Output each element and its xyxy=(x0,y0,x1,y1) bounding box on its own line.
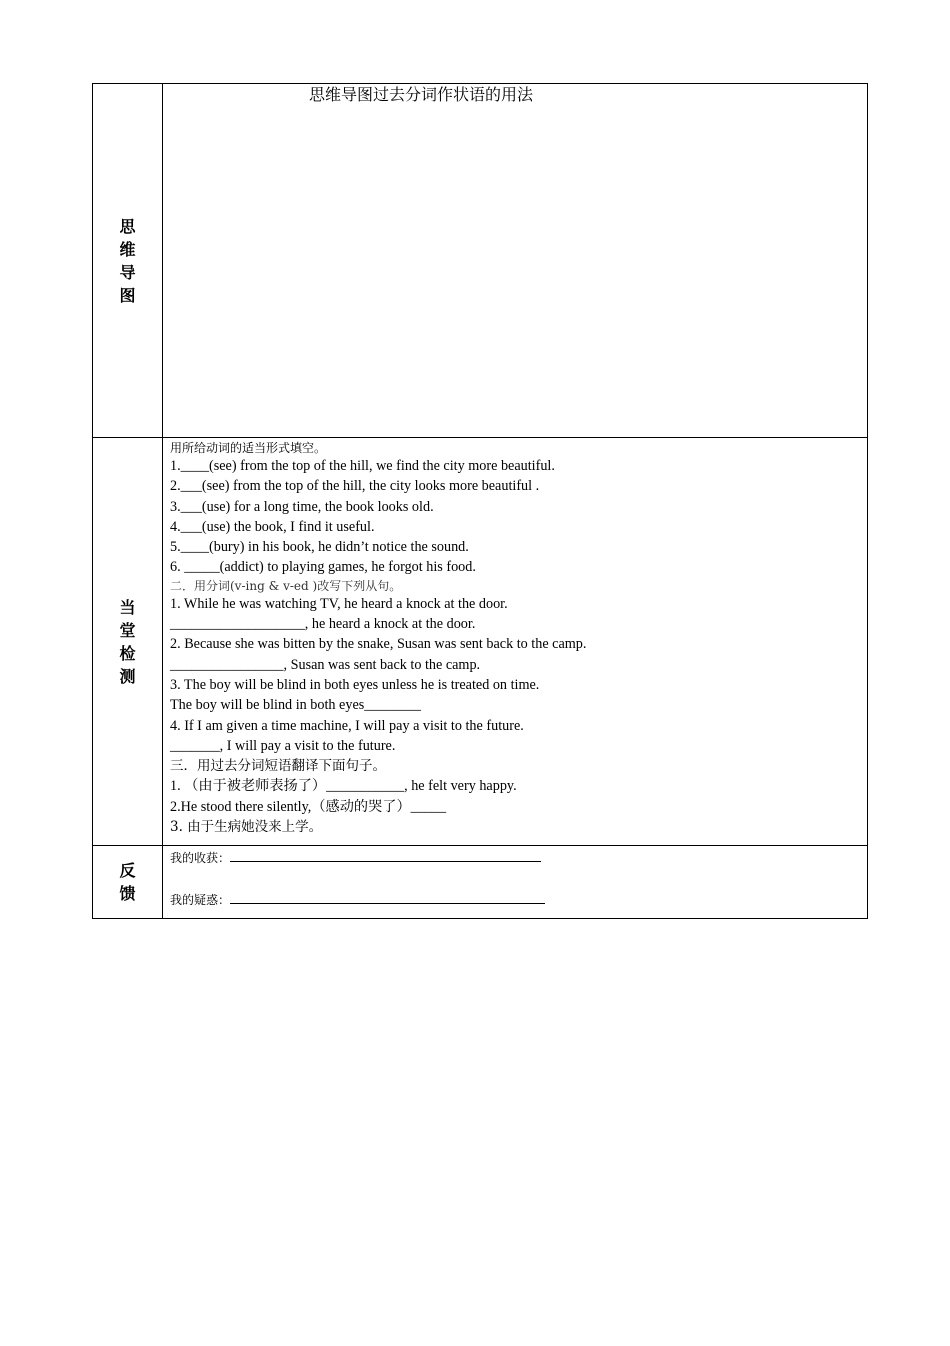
in-class-check-label: 当堂检测 xyxy=(119,597,136,686)
doubts-blank[interactable] xyxy=(230,891,545,904)
part1-heading: 用所给动词的适当形式填空。 xyxy=(170,441,327,455)
exercise-line: _______, I will pay a visit to the future. xyxy=(170,737,396,754)
feedback-row xyxy=(93,846,868,919)
exercise-line: 1. （由于被老师表扬了）___________, he felt very happy. xyxy=(170,778,517,795)
doubts-label: 我的疑惑： xyxy=(170,893,231,907)
exercise-line: 2. Because she was bitten by the snake, Susan was sent back to the camp. xyxy=(170,636,587,653)
exercise-line: The boy will be blind in both eyes________ xyxy=(170,697,422,714)
exercise-line: 2.___(see) from the top of the hill, the city looks more beautiful . xyxy=(170,478,540,495)
in-class-check-row xyxy=(93,438,868,846)
exercise-line: 1.____(see) from the top of the hill, we find the city more beautiful. xyxy=(170,458,555,474)
exercise-line: 5.____(bury) in his book, he didn’t notice the sound. xyxy=(170,539,469,556)
mind-map-label: 思维导图 xyxy=(119,216,136,305)
feedback-label-cell xyxy=(93,846,163,919)
mind-map-title: 思维导图过去分词作状语的用法 xyxy=(309,85,534,104)
exercise-line: ___________________, he heard a knock at the door. xyxy=(170,616,476,633)
gains-label: 我的收获： xyxy=(170,851,231,865)
feedback-label: 反馈 xyxy=(119,861,136,903)
part3-heading: 三．用过去分词短语翻译下面句子。 xyxy=(170,758,386,775)
gains-blank[interactable] xyxy=(230,849,541,862)
part2-heading: 二．用分词(v-ing & v-ed )改写下列从句。 xyxy=(170,578,402,593)
mind-map-row xyxy=(93,84,868,438)
exercise-line: 3.___(use) for a long time, the book looks old. xyxy=(170,498,434,515)
exercise-line: 4.___(use) the book, I find it useful. xyxy=(170,518,375,535)
mind-map-cell xyxy=(163,84,868,438)
exercise-line: 6. _____(addict) to playing games, he forgot his food. xyxy=(170,559,476,576)
exercise-line: 2.He stood there silently,（感动的哭了）_____ xyxy=(170,798,447,815)
worksheet-table xyxy=(92,83,868,919)
feedback-cell xyxy=(163,846,868,919)
mind-map-label-cell xyxy=(93,84,163,438)
gains-line xyxy=(170,849,867,866)
in-class-check-label-cell xyxy=(93,438,163,846)
exercise-line: 3. The boy will be blind in both eyes unless he is treated on time. xyxy=(170,676,540,693)
exercise-line: 4. If I am given a time machine, I will pay a visit to the future. xyxy=(170,717,524,734)
doubts-line xyxy=(170,891,867,908)
exercise-line: 1. While he was watching TV, he heard a knock at the door. xyxy=(170,595,508,612)
exercises-cell xyxy=(163,438,868,846)
exercise-line: 3. 由于生病她没来上学。 xyxy=(170,819,323,836)
exercise-line: ________________, Susan was sent back to the camp. xyxy=(170,656,481,673)
